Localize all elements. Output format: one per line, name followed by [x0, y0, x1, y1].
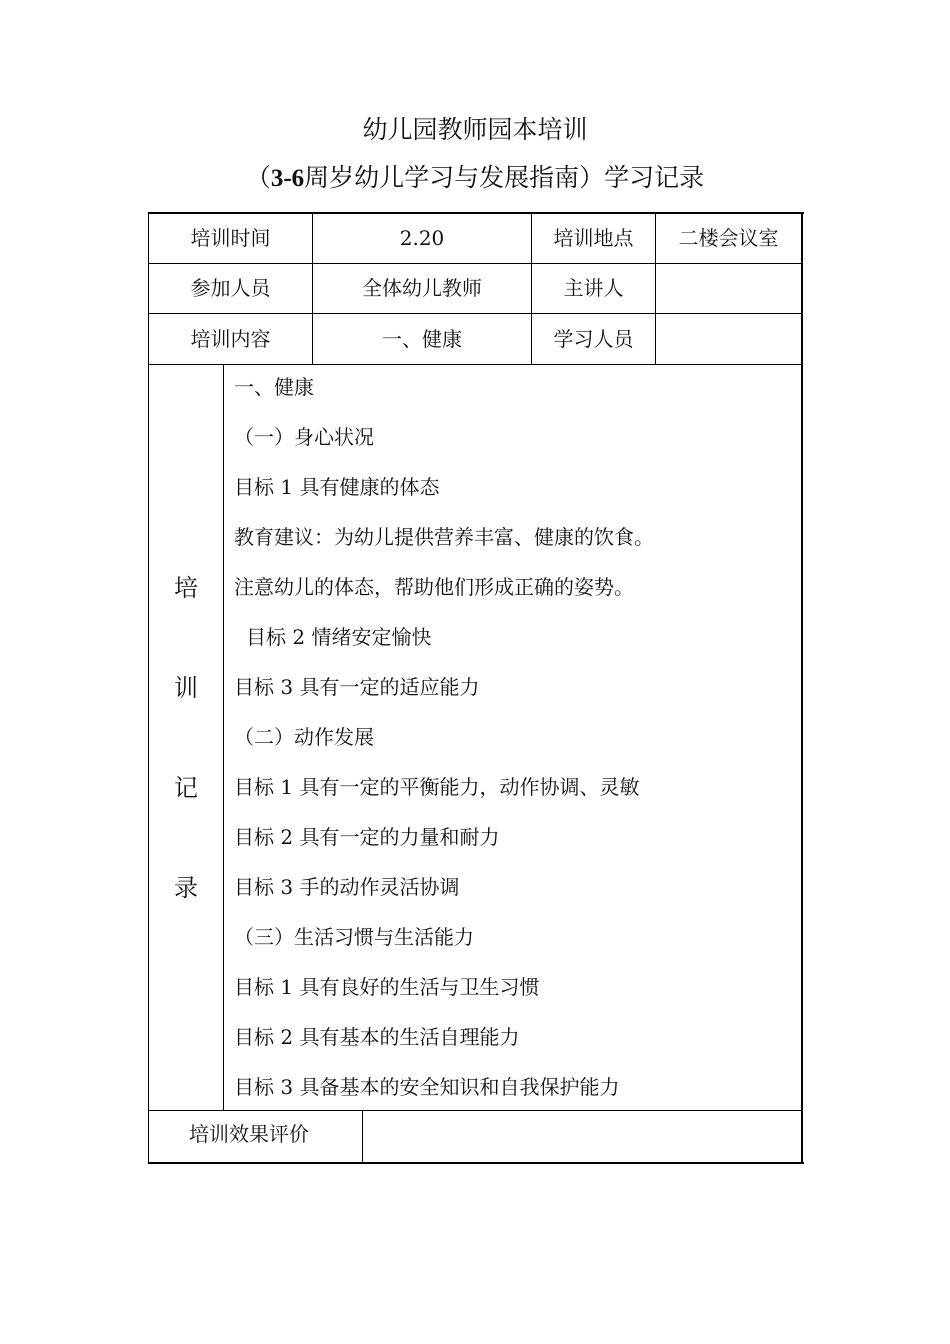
record-line: 目标 1 具有健康的体态 — [234, 475, 440, 499]
record-line: 目标 3 具备基本的安全知识和自我保护能力 — [234, 1075, 620, 1099]
label-learners: 学习人员 — [553, 326, 634, 351]
label-training-evaluation: 培训效果评价 — [189, 1121, 309, 1146]
record-label-char: 记 — [174, 773, 198, 802]
record-line: （三）生活习惯与生活能力 — [234, 925, 474, 949]
record-line: 教育建议：为幼儿提供营养丰富、健康的饮食。 — [234, 525, 654, 549]
record-line: 目标 3 手的动作灵活协调 — [234, 875, 460, 899]
label-training-content: 培训内容 — [190, 326, 271, 351]
document-subtitle — [0, 158, 950, 198]
subtitle-open-paren: （ — [245, 163, 271, 192]
record-section-label — [149, 365, 223, 1110]
record-label-char: 培 — [174, 573, 198, 602]
value-learners — [656, 313, 801, 364]
value-speaker — [656, 263, 801, 313]
record-line: 目标 1 具有良好的生活与卫生习惯 — [234, 975, 540, 999]
value-participants: 全体幼儿教师 — [362, 276, 482, 300]
value-training-evaluation — [363, 1111, 801, 1162]
label-participants: 参加人员 — [190, 276, 271, 300]
record-line: 目标 2 情绪安定愉快 — [246, 625, 432, 649]
record-line: （二）动作发展 — [234, 725, 374, 749]
record-label-char: 录 — [174, 873, 198, 902]
label-speaker: 主讲人 — [563, 276, 624, 300]
record-line: 目标 2 具有一定的力量和耐力 — [234, 825, 500, 849]
label-training-location: 培训地点 — [553, 225, 634, 250]
value-training-time: 2.20 — [399, 225, 445, 250]
record-line: （一）身心状况 — [234, 425, 374, 449]
subtitle-age-range: 3-6 — [270, 165, 305, 192]
subtitle-rest: 周岁幼儿学习与发展指南）学习记录 — [304, 163, 705, 192]
record-line: 目标 1 具有一定的平衡能力，动作协调、灵敏 — [234, 775, 640, 799]
record-line: 注意幼儿的体态，帮助他们形成正确的姿势。 — [234, 575, 634, 599]
value-training-location: 二楼会议室 — [678, 225, 779, 250]
record-label-char: 训 — [174, 673, 198, 702]
label-training-time: 培训时间 — [190, 225, 271, 250]
record-line: 目标 3 具有一定的适应能力 — [234, 675, 480, 699]
document-title: 幼儿园教师园本培训 — [362, 115, 588, 144]
record-content — [234, 368, 794, 1118]
record-line: 一、健康 — [234, 375, 314, 399]
value-training-content: 一、健康 — [382, 326, 462, 351]
record-line: 目标 2 具有基本的生活自理能力 — [234, 1025, 520, 1049]
